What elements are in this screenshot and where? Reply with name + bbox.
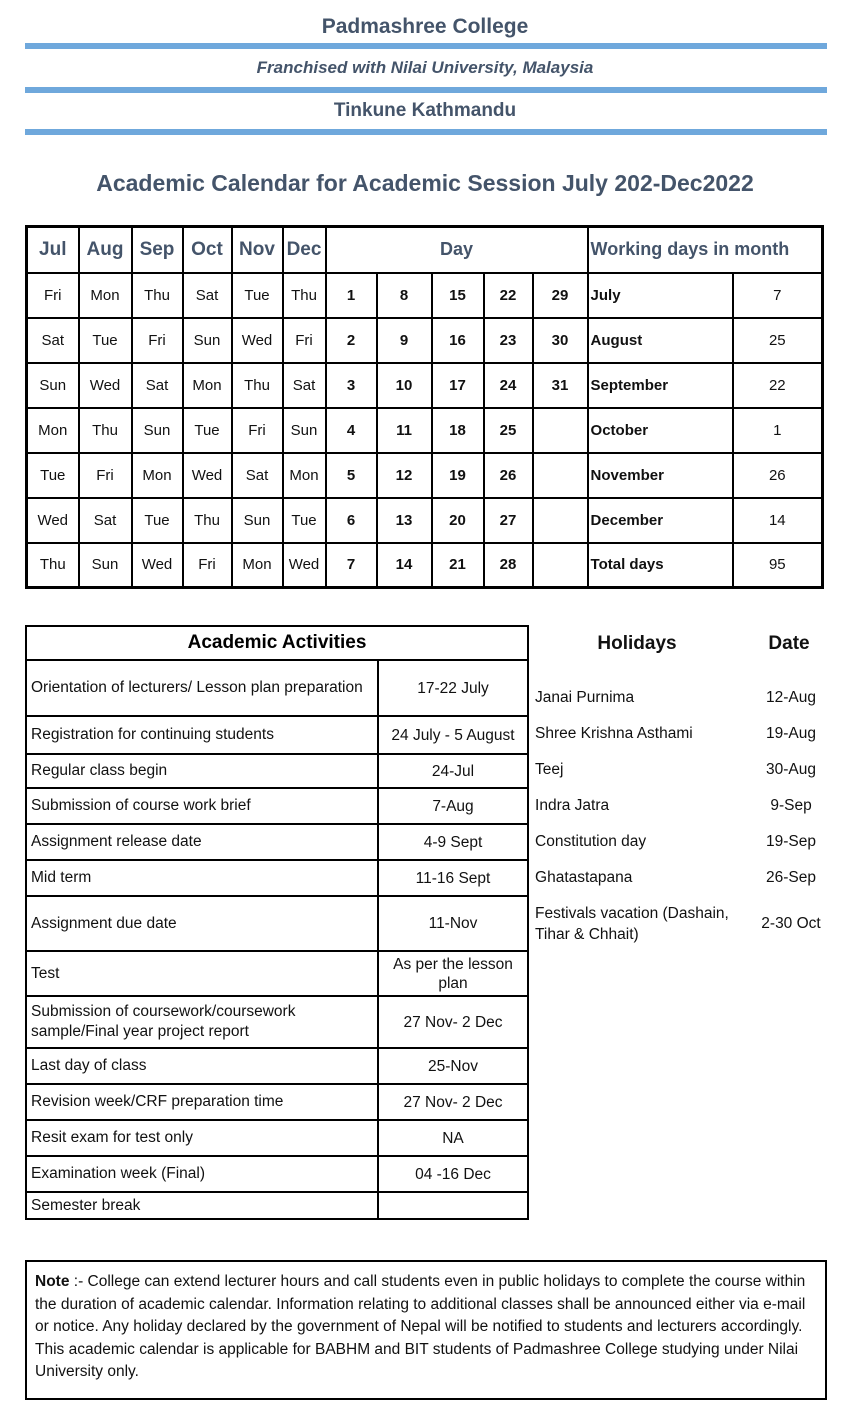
calendar-date-cell: 1 xyxy=(326,273,377,318)
activity-date-cell: 11-16 Sept xyxy=(378,860,528,896)
holiday-name: Teej xyxy=(535,761,564,778)
calendar-day-cell: Thu xyxy=(232,363,283,408)
activity-row xyxy=(26,896,528,951)
activity-name-cell: Assignment due date xyxy=(26,896,378,951)
calendar-table xyxy=(25,225,824,589)
activity-date-cell: 27 Nov- 2 Dec xyxy=(378,996,528,1048)
calendar-date-cell: 5 xyxy=(326,453,377,498)
calendar-header-row xyxy=(27,227,823,273)
document-title: Academic Calendar for Academic Session July 202-Dec2022 xyxy=(96,170,754,196)
calendar-day-cell: Sun xyxy=(132,408,183,453)
calendar-day-cell: Thu xyxy=(27,543,79,588)
note-label: Note xyxy=(35,1273,70,1290)
calendar-day-cell: Sat xyxy=(232,453,283,498)
calendar-day-cell: Wed xyxy=(183,453,232,498)
activities-table-body xyxy=(26,660,528,1219)
holiday-date: 26-Sep xyxy=(766,868,816,886)
activity-name-cell: Test xyxy=(26,951,378,996)
location-line: Tinkune Kathmandu xyxy=(333,100,517,121)
activity-date-cell: 17-22 July xyxy=(378,660,528,716)
activity-date-cell: 04 -16 Dec xyxy=(378,1156,528,1192)
holiday-date: 30-Aug xyxy=(766,760,816,778)
calendar-day-cell: Sat xyxy=(27,318,79,363)
calendar-date-cell: 22 xyxy=(484,273,533,318)
calendar-day-cell: Fri xyxy=(232,408,283,453)
holiday-name: Festivals vacation (Dashain, Tihar & Chhait) xyxy=(535,905,729,943)
calendar-day-cell: Mon xyxy=(132,453,183,498)
calendar-row xyxy=(27,543,823,588)
calendar-date-cell: 26 xyxy=(484,453,533,498)
activities-header-row xyxy=(26,626,528,660)
calendar-month-header: Sep xyxy=(132,227,183,273)
calendar-date-cell: 3 xyxy=(326,363,377,408)
calendar-month-header: Oct xyxy=(183,227,232,273)
calendar-date-cell: 20 xyxy=(432,498,484,543)
activity-date-cell: 4-9 Sept xyxy=(378,824,528,860)
calendar-month-cell: September xyxy=(588,363,733,408)
activity-row xyxy=(26,824,528,860)
calendar-month-cell: November xyxy=(588,453,733,498)
calendar-day-header: Day xyxy=(326,227,588,273)
activity-row xyxy=(26,860,528,896)
activity-row xyxy=(26,716,528,754)
calendar-day-cell: Sat xyxy=(283,363,326,408)
calendar-day-cell: Tue xyxy=(283,498,326,543)
calendar-date-cell: 17 xyxy=(432,363,484,408)
calendar-working-days-cell: 7 xyxy=(733,273,823,318)
calendar-date-cell: 18 xyxy=(432,408,484,453)
holiday-date: 19-Aug xyxy=(766,724,816,742)
calendar-date-cell: 21 xyxy=(432,543,484,588)
calendar-date-cell: 11 xyxy=(377,408,432,453)
calendar-row xyxy=(27,408,823,453)
holidays-section xyxy=(529,625,839,960)
activity-row xyxy=(26,1156,528,1192)
activity-date-cell: 11-Nov xyxy=(378,896,528,951)
holiday-name: Ghatastapana xyxy=(535,869,633,886)
calendar-month-header: Aug xyxy=(79,227,132,273)
calendar-day-cell: Sun xyxy=(27,363,79,408)
holiday-row xyxy=(535,867,839,888)
calendar-date-cell: 6 xyxy=(326,498,377,543)
activity-name-cell: Orientation of lecturers/ Lesson plan preparation xyxy=(26,660,378,716)
calendar-date-cell: 27 xyxy=(484,498,533,543)
holidays-date-header: Date xyxy=(768,633,810,654)
calendar-row xyxy=(27,498,823,543)
calendar-date-cell: 29 xyxy=(533,273,588,318)
calendar-day-cell: Tue xyxy=(232,273,283,318)
calendar-day-cell: Fri xyxy=(132,318,183,363)
activity-name-cell: Submission of course work brief xyxy=(26,788,378,824)
calendar-month-cell: October xyxy=(588,408,733,453)
calendar-day-cell: Sun xyxy=(283,408,326,453)
calendar-month-cell: August xyxy=(588,318,733,363)
calendar-working-days-cell: 25 xyxy=(733,318,823,363)
calendar-table-body xyxy=(27,273,823,588)
holiday-row xyxy=(535,723,839,744)
calendar-day-cell: Thu xyxy=(283,273,326,318)
activity-row xyxy=(26,1048,528,1084)
calendar-working-days-cell: 26 xyxy=(733,453,823,498)
calendar-month-header: Nov xyxy=(232,227,283,273)
holiday-name: Constitution day xyxy=(535,833,647,850)
activity-row xyxy=(26,951,528,996)
calendar-date-cell: 31 xyxy=(533,363,588,408)
calendar-date-cell: 13 xyxy=(377,498,432,543)
calendar-day-cell: Wed xyxy=(132,543,183,588)
calendar-working-days-cell: 22 xyxy=(733,363,823,408)
calendar-day-cell: Fri xyxy=(79,453,132,498)
calendar-day-cell: Mon xyxy=(232,543,283,588)
calendar-date-cell xyxy=(533,408,588,453)
holiday-name: Shree Krishna Asthami xyxy=(535,725,693,742)
calendar-date-cell xyxy=(533,498,588,543)
activity-name-cell: Submission of coursework/coursework sample/Final year project report xyxy=(26,996,378,1048)
calendar-day-cell: Thu xyxy=(79,408,132,453)
activity-name-cell: Examination week (Final) xyxy=(26,1156,378,1192)
calendar-day-cell: Wed xyxy=(27,498,79,543)
activity-row xyxy=(26,1084,528,1120)
activity-name-cell: Revision week/CRF preparation time xyxy=(26,1084,378,1120)
calendar-day-cell: Mon xyxy=(79,273,132,318)
calendar-date-cell: 12 xyxy=(377,453,432,498)
calendar-day-cell: Thu xyxy=(132,273,183,318)
calendar-day-cell: Sat xyxy=(183,273,232,318)
activity-date-cell: 24 July - 5 August xyxy=(378,716,528,754)
holiday-name: Janai Purnima xyxy=(535,689,635,706)
middle-section xyxy=(25,625,850,1220)
divider-bar xyxy=(25,87,827,93)
holiday-date: 12-Aug xyxy=(766,688,816,706)
note-box xyxy=(25,1260,827,1400)
activity-name-cell: Assignment release date xyxy=(26,824,378,860)
calendar-day-cell: Wed xyxy=(79,363,132,408)
divider-bar xyxy=(25,129,827,135)
calendar-date-cell: 8 xyxy=(377,273,432,318)
divider-bar xyxy=(25,43,827,49)
activity-name-cell: Regular class begin xyxy=(26,754,378,788)
calendar-day-cell: Thu xyxy=(183,498,232,543)
holidays-title: Holidays xyxy=(597,633,677,654)
calendar-day-cell: Sun xyxy=(183,318,232,363)
calendar-date-cell: 30 xyxy=(533,318,588,363)
activity-date-cell: 24-Jul xyxy=(378,754,528,788)
calendar-row xyxy=(27,453,823,498)
activity-date-cell: 27 Nov- 2 Dec xyxy=(378,1084,528,1120)
calendar-day-cell: Fri xyxy=(183,543,232,588)
activities-title: Academic Activities xyxy=(26,626,528,660)
calendar-row xyxy=(27,363,823,408)
activity-date-cell: 25-Nov xyxy=(378,1048,528,1084)
calendar-date-cell: 9 xyxy=(377,318,432,363)
calendar-day-cell: Mon xyxy=(283,453,326,498)
calendar-date-cell: 7 xyxy=(326,543,377,588)
academic-activities-table xyxy=(25,625,529,1220)
franchise-line: Franchised with Nilai University, Malaysia xyxy=(256,58,594,77)
note-text: :- College can extend lecturer hours and call students even in public holidays to complete the course within the duration of academic calendar. Information relating to additional classes shall be announced either via e-mail or notice. Any holiday declared by the government of Nepal will be notified to students and lecturers accordingly. This academic calendar is applicable for BABHM and BIT students of Padmashree College studying under Nilai University only. xyxy=(35,1273,806,1380)
calendar-working-days-cell: 14 xyxy=(733,498,823,543)
activity-date-cell xyxy=(378,1192,528,1219)
holiday-row xyxy=(535,903,839,945)
activity-name-cell: Semester break xyxy=(26,1192,378,1219)
calendar-working-days-cell: 1 xyxy=(733,408,823,453)
activity-name-cell: Last day of class xyxy=(26,1048,378,1084)
holiday-date: 2-30 Oct xyxy=(761,915,821,932)
calendar-date-cell: 2 xyxy=(326,318,377,363)
activity-row xyxy=(26,1192,528,1219)
college-name: Padmashree College xyxy=(321,15,529,38)
activity-row xyxy=(26,660,528,716)
calendar-day-cell: Wed xyxy=(232,318,283,363)
calendar-row xyxy=(27,318,823,363)
activity-row xyxy=(26,754,528,788)
calendar-date-cell: 14 xyxy=(377,543,432,588)
calendar-date-cell: 4 xyxy=(326,408,377,453)
holidays-header-row xyxy=(535,633,839,655)
activity-date-cell: 7-Aug xyxy=(378,788,528,824)
calendar-day-cell: Mon xyxy=(27,408,79,453)
calendar-day-cell: Tue xyxy=(79,318,132,363)
letterhead xyxy=(0,0,850,135)
calendar-date-cell: 25 xyxy=(484,408,533,453)
calendar-date-cell: 16 xyxy=(432,318,484,363)
calendar-day-cell: Fri xyxy=(27,273,79,318)
holiday-row xyxy=(535,795,839,816)
activity-row xyxy=(26,1120,528,1156)
calendar-day-cell: Sat xyxy=(132,363,183,408)
holiday-name: Indra Jatra xyxy=(535,797,610,814)
calendar-row xyxy=(27,273,823,318)
calendar-day-cell: Tue xyxy=(132,498,183,543)
calendar-day-cell: Fri xyxy=(283,318,326,363)
calendar-date-cell xyxy=(533,453,588,498)
holiday-row xyxy=(535,687,839,708)
calendar-day-cell: Sat xyxy=(79,498,132,543)
activity-date-cell: As per the lesson plan xyxy=(378,951,528,996)
calendar-month-cell: Total days xyxy=(588,543,733,588)
calendar-month-header: Dec xyxy=(283,227,326,273)
calendar-date-cell: 15 xyxy=(432,273,484,318)
calendar-date-cell: 19 xyxy=(432,453,484,498)
calendar-day-cell: Mon xyxy=(183,363,232,408)
calendar-day-cell: Tue xyxy=(27,453,79,498)
calendar-date-cell: 23 xyxy=(484,318,533,363)
holiday-row xyxy=(535,831,839,852)
holiday-date: 19-Sep xyxy=(766,832,816,850)
calendar-day-cell: Tue xyxy=(183,408,232,453)
calendar-month-cell: July xyxy=(588,273,733,318)
calendar-date-cell: 28 xyxy=(484,543,533,588)
calendar-day-cell: Wed xyxy=(283,543,326,588)
calendar-month-cell: December xyxy=(588,498,733,543)
calendar-date-cell: 10 xyxy=(377,363,432,408)
activity-row xyxy=(26,996,528,1048)
holidays-list xyxy=(535,687,839,945)
holiday-date: 9-Sep xyxy=(770,796,812,814)
calendar-date-cell: 24 xyxy=(484,363,533,408)
calendar-working-days-header: Working days in month xyxy=(588,227,823,273)
activity-name-cell: Resit exam for test only xyxy=(26,1120,378,1156)
calendar-date-cell xyxy=(533,543,588,588)
calendar-day-cell: Sun xyxy=(79,543,132,588)
holiday-row xyxy=(535,759,839,780)
calendar-working-days-cell: 95 xyxy=(733,543,823,588)
activity-name-cell: Mid term xyxy=(26,860,378,896)
activity-name-cell: Registration for continuing students xyxy=(26,716,378,754)
activity-date-cell: NA xyxy=(378,1120,528,1156)
calendar-day-cell: Sun xyxy=(232,498,283,543)
calendar-month-header: Jul xyxy=(27,227,79,273)
activity-row xyxy=(26,788,528,824)
